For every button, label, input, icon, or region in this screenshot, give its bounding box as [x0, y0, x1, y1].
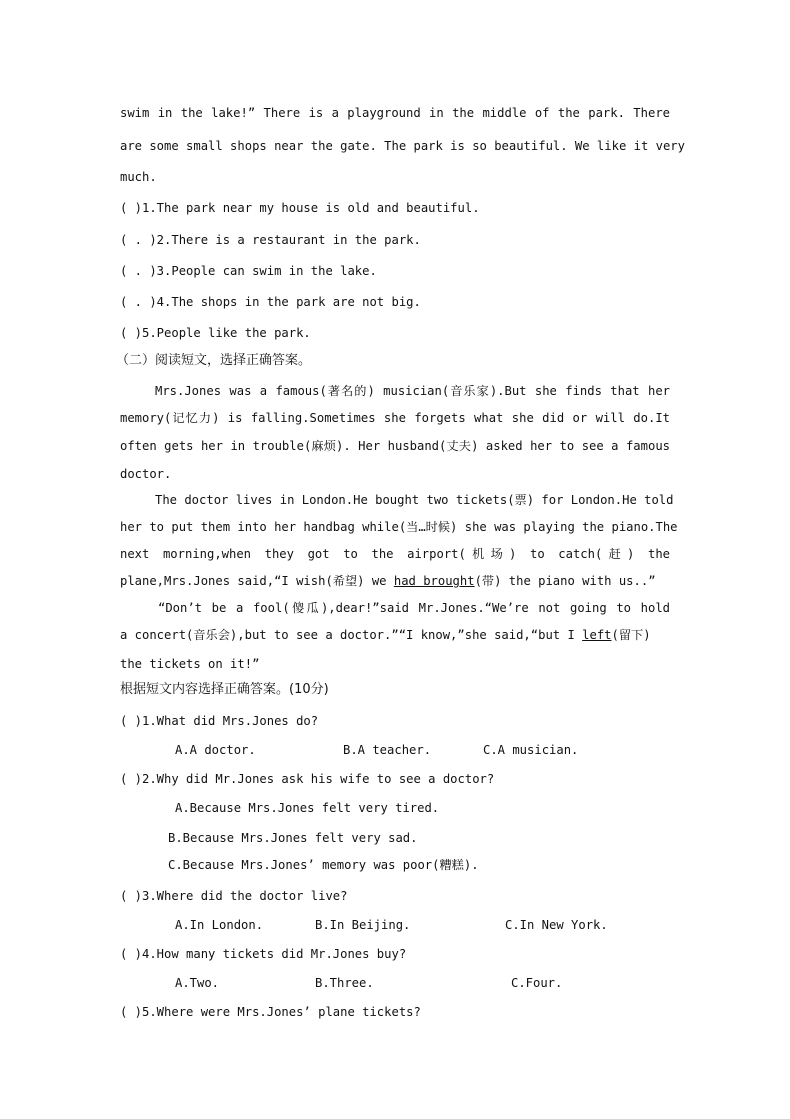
passage-line: Mrs.Jones was a famous(著名的) musician(音乐家).But she finds that her: [155, 384, 670, 398]
underlined-phrase: left: [582, 628, 612, 642]
mc-question-5: ( )5.Where were Mrs.Jones’ plane tickets?: [120, 1005, 421, 1019]
passage-text: (带) the piano with us..”: [474, 574, 656, 588]
option-b: B.Because Mrs.Jones felt very sad.: [168, 831, 418, 845]
option-c: C.Because Mrs.Jones’ memory was poor(糟糕).: [168, 858, 479, 872]
option-a: A.In London.: [175, 918, 264, 932]
underlined-phrase: had brought: [393, 574, 475, 588]
passage-line: [120, 627, 651, 643]
mc-question-1: ( )1.What did Mrs.Jones do?: [120, 714, 319, 728]
passage-line: The doctor lives in London.He bought two tickets(票) for London.He told: [155, 493, 674, 507]
passage-line: swim in the lake!” There is a playground in the middle of the park. There: [120, 106, 670, 120]
passage-line: next morning,when they got to the airport(机场) to catch(赶) the: [120, 547, 670, 561]
option-c: C.A musician.: [483, 743, 579, 757]
option-b: B.Three.: [315, 976, 374, 990]
passage-text: a concert(音乐会),but to see a doctor.”“I know,”she said,“but I: [120, 628, 583, 642]
option-b: B.A teacher.: [343, 743, 432, 757]
passage-line: the tickets on it!”: [120, 657, 260, 671]
option-c: C.In New York.: [505, 918, 608, 932]
passage-text: plane,Mrs.Jones said,“I wish(希望) we: [120, 574, 394, 588]
passage-line: her to put them into her handbag while(当…时候) she was playing the piano.The: [120, 520, 678, 534]
mc-question-2: ( )2.Why did Mr.Jones ask his wife to see a doctor?: [120, 772, 495, 786]
mc-question-3: ( )3.Where did the doctor live?: [120, 889, 348, 903]
tf-question-4: ( . )4.The shops in the park are not big.: [120, 295, 421, 309]
option-a: A.A doctor.: [175, 743, 256, 757]
instruction: 根据短文内容选择正确答案。(10分): [120, 682, 329, 697]
tf-question-3: ( . )3.People can swim in the lake.: [120, 264, 377, 278]
passage-text: (留下): [611, 628, 651, 642]
passage-line: “Don’t be a fool(傻瓜),dear!”said Mr.Jones.“We’re not going to hold: [158, 601, 670, 615]
option-b: B.In Beijing.: [315, 918, 411, 932]
option-a: A.Because Mrs.Jones felt very tired.: [175, 801, 440, 815]
mc-question-4: ( )4.How many tickets did Mr.Jones buy?: [120, 947, 407, 961]
passage-line: much.: [120, 170, 157, 184]
passage-line: memory(记忆力) is falling.Sometimes she forgets what she did or will do.It: [120, 411, 670, 425]
section-title: （二）阅读短文，选择正确答案。: [116, 353, 312, 368]
passage-line: are some small shops near the gate. The park is so beautiful. We like it very: [120, 139, 685, 153]
option-c: C.Four.: [511, 976, 563, 990]
passage-line: doctor.: [120, 467, 172, 481]
tf-question-1: ( )1.The park near my house is old and beautiful.: [120, 201, 480, 215]
option-a: A.Two.: [175, 976, 220, 990]
passage-line: often gets her in trouble(麻烦). Her husband(丈夫) asked her to see a famous: [120, 439, 670, 453]
tf-question-5: ( )5.People like the park.: [120, 326, 311, 340]
tf-question-2: ( . )2.There is a restaurant in the park.: [120, 233, 421, 247]
passage-line: [120, 573, 656, 589]
